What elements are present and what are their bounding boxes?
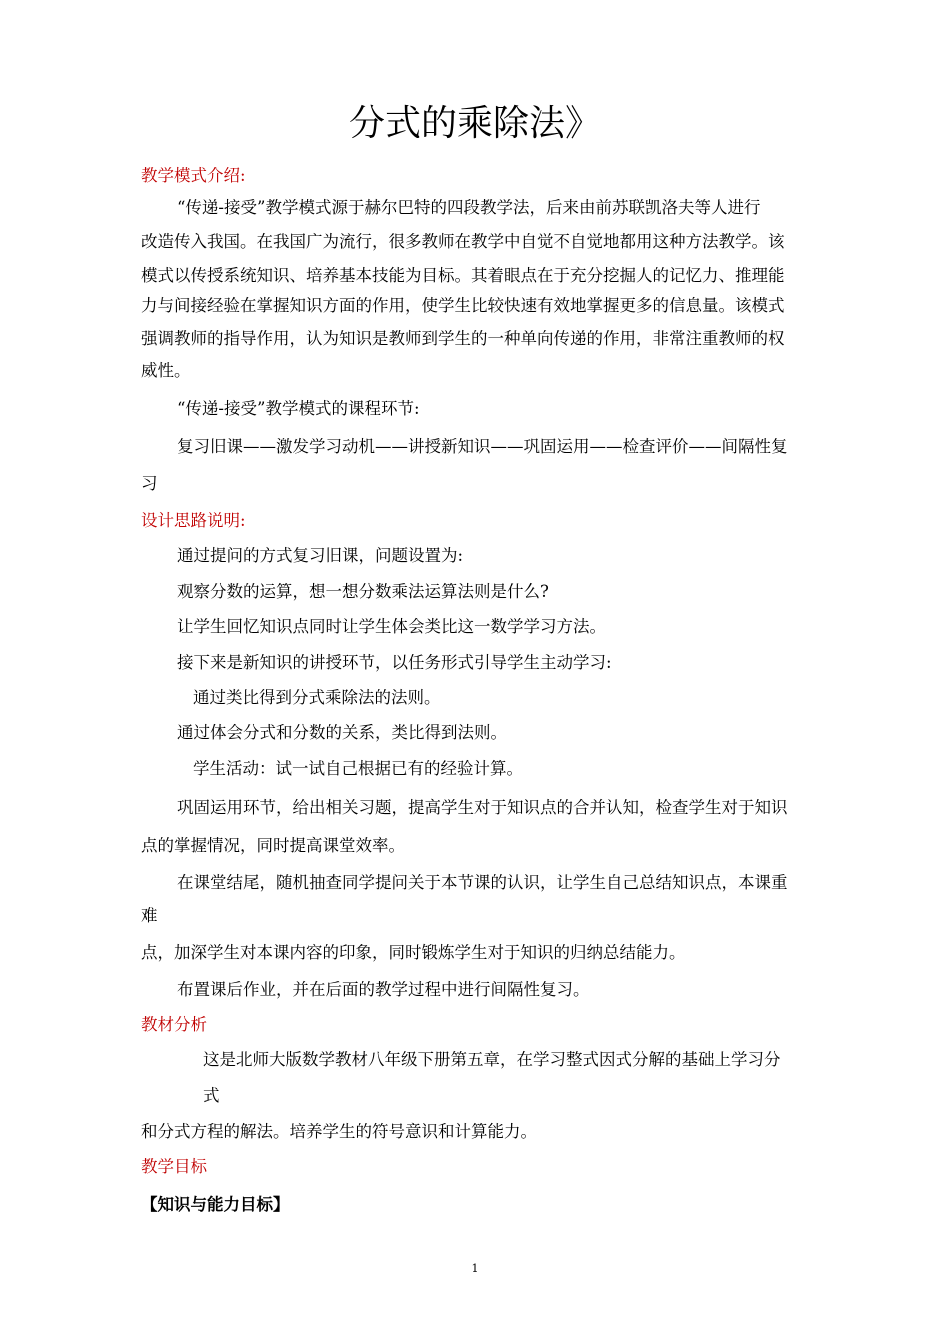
- paragraph-line: 这是北师大版数学教材八年级下册第五章，在学习整式因式分解的基础上学习分: [203, 1050, 781, 1069]
- paragraph-line: 巩固运用环节，给出相关习题，提高学生对于知识点的合并认知，检查学生对于知识: [177, 798, 788, 817]
- paragraph-line: 接下来是新知识的讲授环节，以任务形式引导学生主动学习:: [177, 653, 612, 672]
- paragraph-line: 点，加深学生对本课内容的印象，同时锻炼学生对于知识的归纳总结能力。: [141, 943, 686, 962]
- paragraph-line: 点的掌握情况，同时提高课堂效率。: [141, 836, 405, 855]
- section-heading-teaching-goals: 教学目标: [141, 1157, 207, 1176]
- paragraph-line: 通过体会分式和分数的关系，类比得到法则。: [177, 723, 507, 742]
- paragraph-line: 习: [141, 474, 158, 493]
- paragraph-line: “传递-接受”教学模式源于赫尔巴特的四段教学法，后来由前苏联凯洛夫等人进行: [177, 198, 761, 217]
- paragraph-line: 在课堂结尾，随机抽查同学提问关于本节课的认识，让学生自己总结知识点，本课重: [177, 873, 788, 892]
- paragraph-line: 通过类比得到分式乘除法的法则。: [193, 688, 441, 707]
- paragraph-line: 观察分数的运算，想一想分数乘法运算法则是什么?: [177, 582, 549, 601]
- paragraph-line: 力与间接经验在掌握知识方面的作用，使学生比较快速有效地掌握更多的信息量。该模式: [141, 296, 785, 315]
- page-title: 分式的乘除法》: [348, 103, 601, 144]
- paragraph-line: 复习旧课——激发学习动机——讲授新知识——巩固运用——检查评价——间隔性复: [177, 437, 788, 456]
- paragraph-line: 威性。: [141, 361, 191, 380]
- section-heading-design: 设计思路说明:: [141, 511, 246, 530]
- paragraph-line: 学生活动：试一试自己根据已有的经验计算。: [193, 759, 523, 778]
- paragraph-line: 和分式方程的解法。培养学生的符号意识和计算能力。: [141, 1122, 537, 1141]
- subheading-knowledge-ability: 【知识与能力目标】: [141, 1195, 290, 1214]
- paragraph-line: 式: [203, 1086, 220, 1105]
- paragraph-line: 改造传入我国。在我国广为流行，很多教师在教学中自觉不自觉地都用这种方法教学。该: [141, 232, 785, 251]
- paragraph-line: 通过提问的方式复习旧课，问题设置为:: [177, 546, 464, 565]
- paragraph-line: 让学生回忆知识点同时让学生体会类比这一数学学习方法。: [177, 617, 606, 636]
- page-number: 1: [471, 1262, 479, 1275]
- paragraph-line: 布置课后作业，并在后面的教学过程中进行间隔性复习。: [177, 980, 590, 999]
- paragraph-line: “传递-接受”教学模式的课程环节:: [177, 399, 420, 418]
- section-heading-textbook-analysis: 教材分析: [141, 1015, 207, 1034]
- paragraph-line: 强调教师的指导作用，认为知识是教师到学生的一种单向传递的作用，非常注重教师的权: [141, 329, 785, 348]
- section-heading-teaching-mode: 教学模式介绍:: [141, 166, 246, 185]
- paragraph-line: 模式以传授系统知识、培养基本技能为目标。其着眼点在于充分挖掘人的记忆力、推理能: [141, 266, 785, 285]
- paragraph-line: 难: [141, 906, 158, 925]
